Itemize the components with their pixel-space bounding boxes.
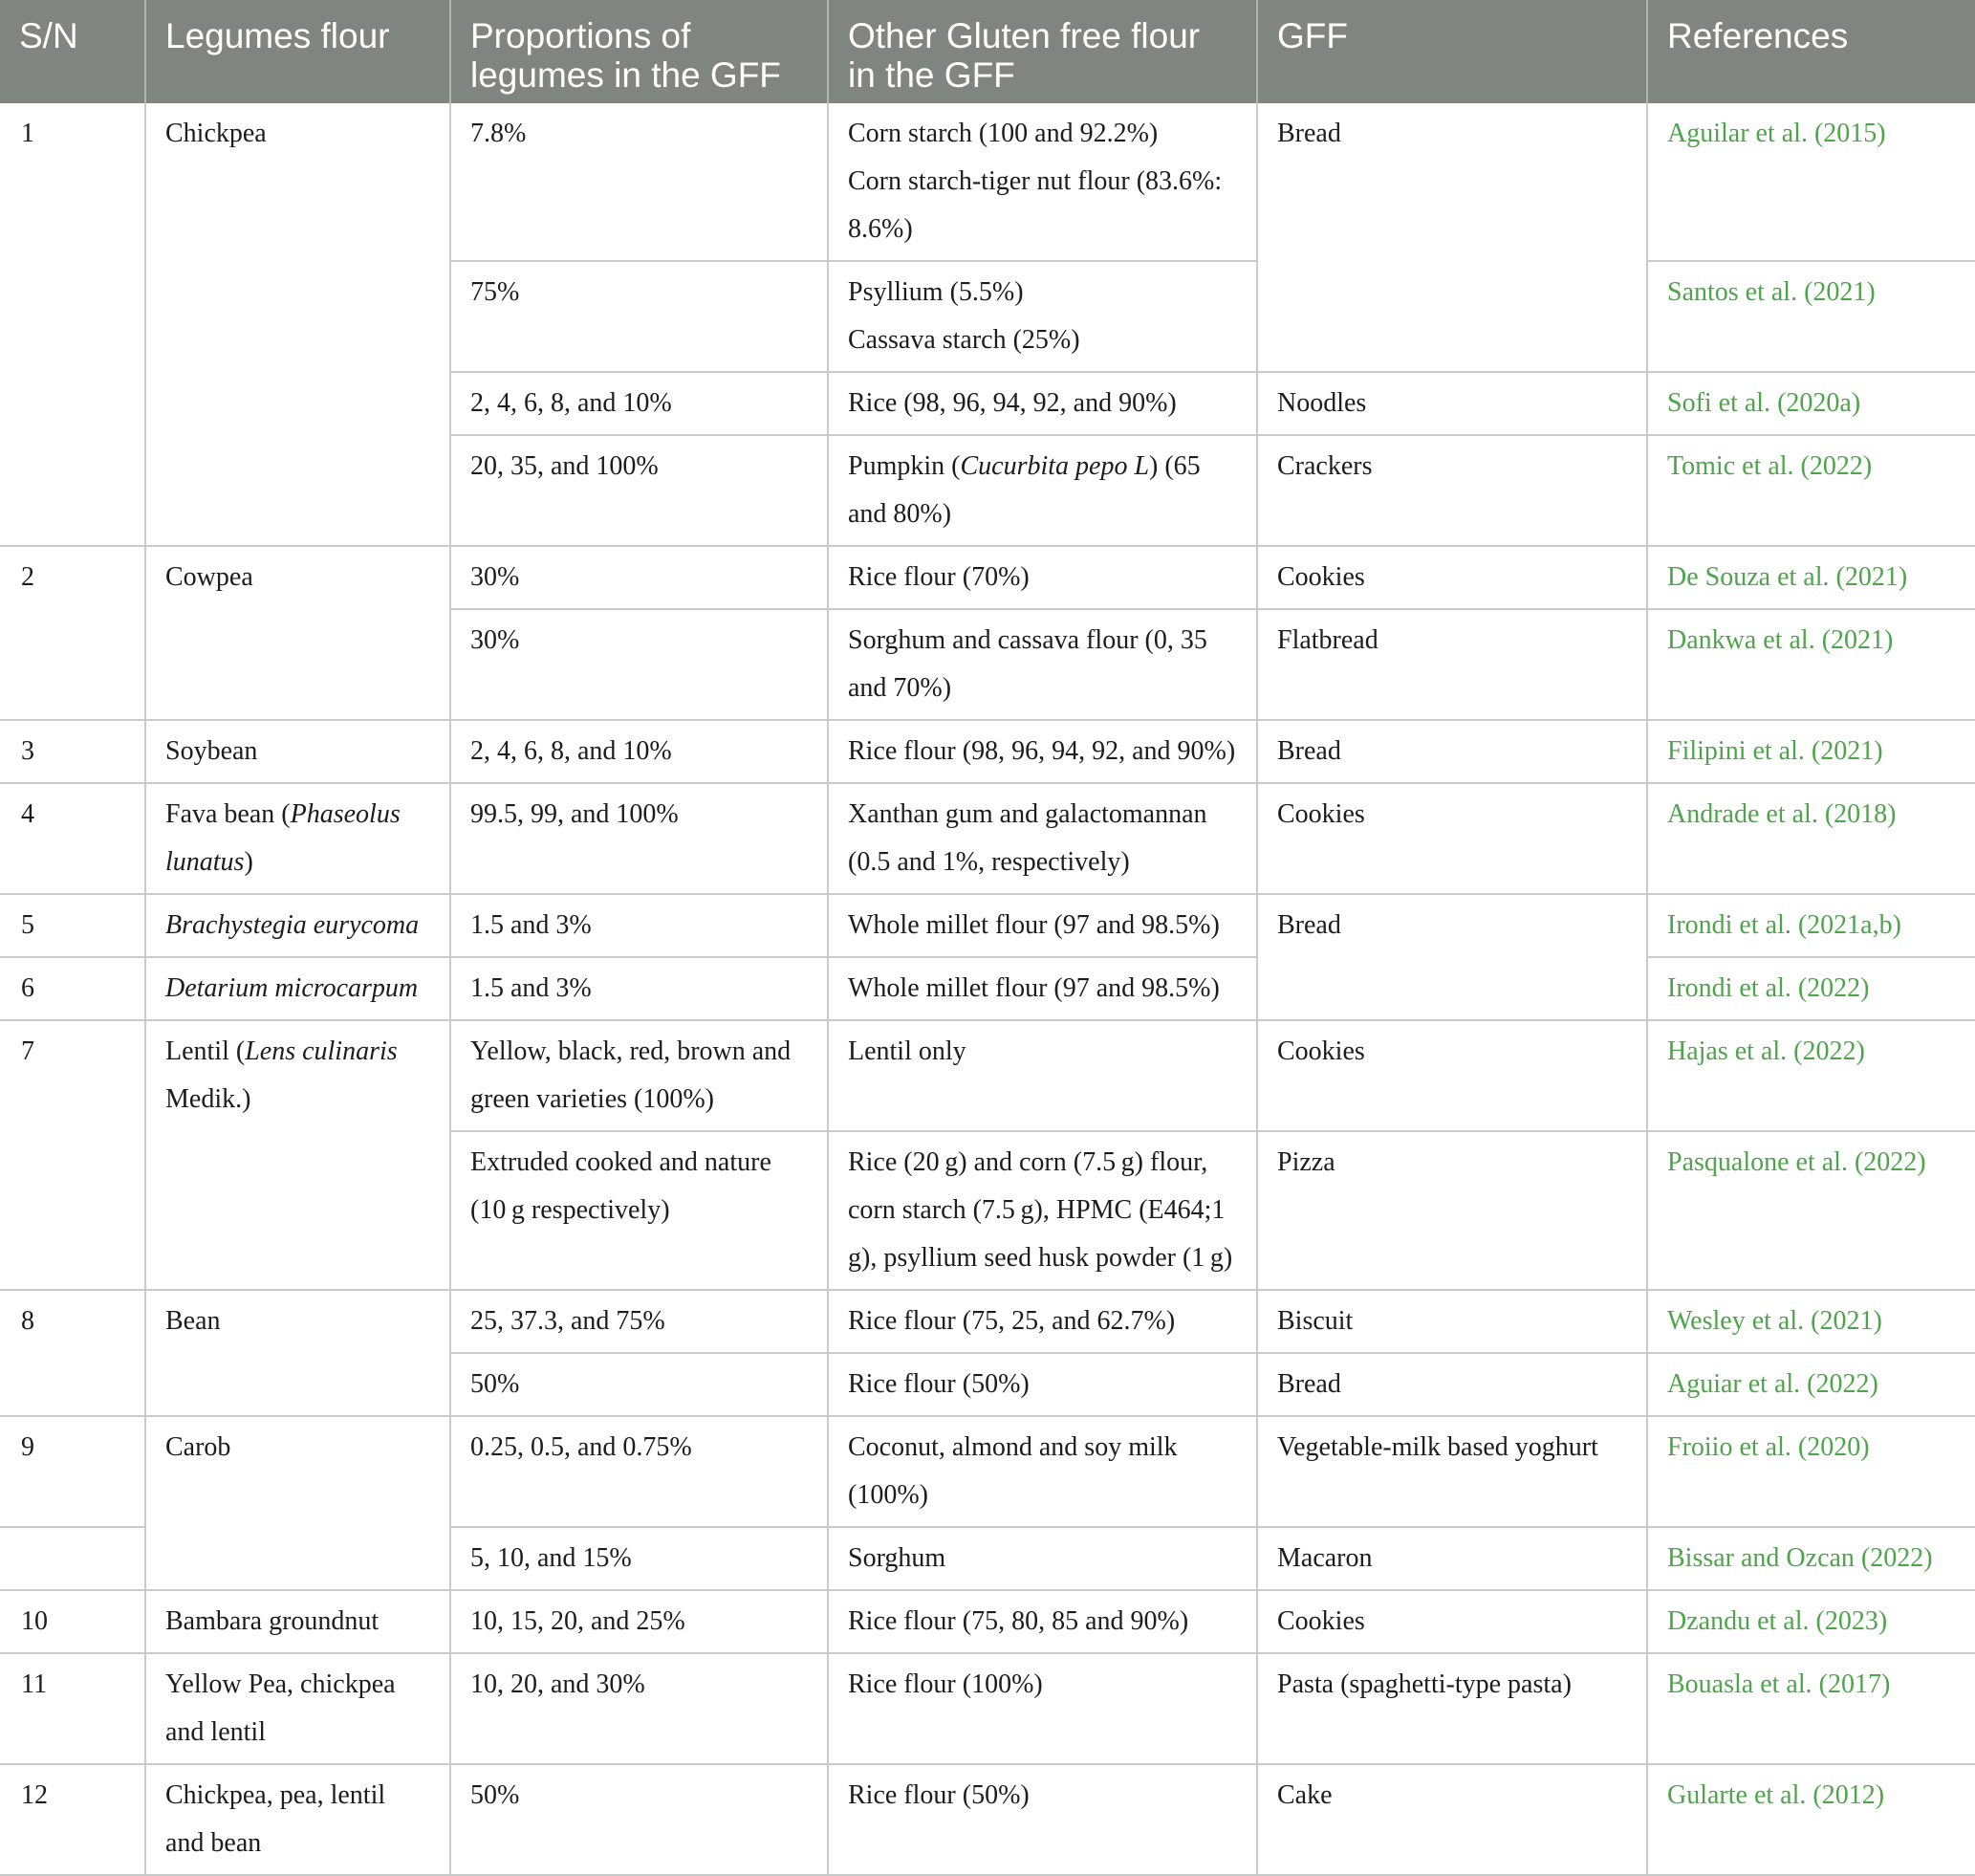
gff-cell: Cake [1257,1764,1647,1875]
legume-cell: Chickpea, pea, lentil and bean [145,1764,450,1875]
other-flour-cell: Xanthan gum and galactomannan (0.5 and 1%, respectively) [828,783,1257,894]
sn-cell: 9 [0,1416,145,1527]
other-flour-line: Cassava starch (25%) [848,325,1080,355]
proportion-cell: 30% [450,609,828,720]
proportion-cell: 50% [450,1353,828,1416]
gff-cell: Cookies [1257,783,1647,894]
reference-cell: Santos et al. (2021) [1647,261,1975,372]
legume-text: Fava bean ( [165,799,291,829]
header-legumes-flour: Legumes flour [145,0,450,103]
other-flour-cell [828,435,1257,546]
sn-cell: 4 [0,783,145,894]
proportion-cell: Yellow, black, red, brown and green varieties (100%) [450,1020,828,1131]
sn-cell: 5 [0,894,145,957]
header-other-gluten-free-flour: Other Gluten free flour in the GFF [828,0,1257,103]
table-row [0,1020,1975,1131]
legume-cell: Cowpea [145,546,450,720]
sn-cell: 3 [0,720,145,783]
table-row [0,1416,1975,1527]
gff-cell: Bread [1257,720,1647,783]
proportion-cell: 99.5, 99, and 100% [450,783,828,894]
reference-cell: Froiio et al. (2020) [1647,1416,1975,1527]
gff-cell: Noodles [1257,372,1647,435]
legume-text: Lentil ( [165,1036,246,1066]
table-row [0,894,1975,957]
sn-cell: 8 [0,1290,145,1416]
legume-cell: Bean [145,1290,450,1416]
gff-cell: Vegetable-milk based yoghurt [1257,1416,1647,1527]
table-row [0,546,1975,609]
proportion-cell: 25, 37.3, and 75% [450,1290,828,1353]
other-flour-cell: Rice (20 g) and corn (7.5 g) flour, corn starch (7.5 g), HPMC (E464;1 g), psyllium seed husk powder (1 g) [828,1131,1257,1290]
species-name: Phaseolus lunatus [165,799,401,877]
gff-cell: Crackers [1257,435,1647,546]
legume-cell: Soybean [145,720,450,783]
proportion-cell: 1.5 and 3% [450,957,828,1020]
header-proportions: Proportions of legumes in the GFF [450,0,828,103]
other-flour-cell: Whole millet flour (97 and 98.5%) [828,957,1257,1020]
reference-cell: Pasqualone et al. (2022) [1647,1131,1975,1290]
reference-cell: Bissar and Ozcan (2022) [1647,1527,1975,1590]
other-flour-cell: Rice flour (50%) [828,1353,1257,1416]
proportion-cell: 7.8% [450,103,828,261]
reference-cell: Wesley et al. (2021) [1647,1290,1975,1353]
sn-cell: 1 [0,103,145,546]
table-row [0,957,1975,1020]
gff-cell: Pasta (spaghetti-type pasta) [1257,1653,1647,1764]
other-flour-line: Corn starch-tiger nut flour (83.6%: 8.6%) [848,166,1223,244]
reference-cell: De Souza et al. (2021) [1647,546,1975,609]
reference-cell: Aguiar et al. (2022) [1647,1353,1975,1416]
other-flour-cell: Rice flour (75, 25, and 62.7%) [828,1290,1257,1353]
table-row [0,783,1975,894]
legume-cell: Carob [145,1416,450,1590]
sn-cell: 11 [0,1653,145,1764]
legume-cell [145,1020,450,1290]
sn-cell: 2 [0,546,145,720]
reference-cell: Tomic et al. (2022) [1647,435,1975,546]
other-flour-cell: Rice flour (100%) [828,1653,1257,1764]
proportion-cell: 50% [450,1764,828,1875]
legume-cell: Chickpea [145,103,450,546]
header-row [0,0,1975,103]
legume-text: Medik.) [165,1084,251,1114]
other-flour-cell: Lentil only [828,1020,1257,1131]
table-row [0,1653,1975,1764]
gff-cell: Bread [1257,894,1647,1020]
gff-cell: Pizza [1257,1131,1647,1290]
other-flour-cell: Whole millet flour (97 and 98.5%) [828,894,1257,957]
reference-cell: Dzandu et al. (2023) [1647,1590,1975,1653]
species-name: Brachystegia eurycoma [165,910,420,940]
sn-cell: 6 [0,957,145,1020]
proportion-cell: Extruded cooked and nature (10 g respectively) [450,1131,828,1290]
table-row [0,1764,1975,1875]
other-flour-cell: Rice flour (98, 96, 94, 92, and 90%) [828,720,1257,783]
other-flour-cell [828,103,1257,261]
table-row [0,103,1975,261]
reference-cell: Sofi et al. (2020a) [1647,372,1975,435]
proportion-cell: 10, 20, and 30% [450,1653,828,1764]
reference-cell: Aguilar et al. (2015) [1647,103,1975,261]
proportion-cell: 20, 35, and 100% [450,435,828,546]
header-references: References [1647,0,1975,103]
table-row [0,1590,1975,1653]
other-flour-cell: Rice (98, 96, 94, 92, and 90%) [828,372,1257,435]
table-row [0,720,1975,783]
other-flour-line: Psyllium (5.5%) [848,277,1024,307]
gff-cell: Macaron [1257,1527,1647,1590]
proportion-cell: 30% [450,546,828,609]
other-flour-cell [828,261,1257,372]
species-name: Cucurbita pepo L [960,451,1150,481]
gff-cell: Cookies [1257,1590,1647,1653]
species-name: Lens culinaris [245,1036,398,1066]
gff-cell: Bread [1257,103,1647,372]
reference-cell: Irondi et al. (2021a,b) [1647,894,1975,957]
proportion-cell: 10, 15, 20, and 25% [450,1590,828,1653]
other-flour-text: ) (65 and 80%) [848,451,1201,529]
reference-cell: Irondi et al. (2022) [1647,957,1975,1020]
legume-cell: Bambara groundnut [145,1590,450,1653]
legume-cell [145,783,450,894]
header-gff: GFF [1257,0,1647,103]
other-flour-text: Pumpkin ( [848,451,961,481]
reference-cell: Gularte et al. (2012) [1647,1764,1975,1875]
gff-cell: Biscuit [1257,1290,1647,1353]
other-flour-cell: Rice flour (70%) [828,546,1257,609]
proportion-cell: 2, 4, 6, 8, and 10% [450,372,828,435]
proportion-cell: 1.5 and 3% [450,894,828,957]
legume-cell [145,957,450,1020]
sn-cell: 7 [0,1020,145,1290]
gff-cell: Cookies [1257,1020,1647,1131]
reference-cell: Hajas et al. (2022) [1647,1020,1975,1131]
sn-cell: 12 [0,1764,145,1875]
other-flour-line: Corn starch (100 and 92.2%) [848,119,1159,148]
reference-cell: Filipini et al. (2021) [1647,720,1975,783]
gff-cell: Flatbread [1257,609,1647,720]
legume-cell: Yellow Pea, chickpea and lentil [145,1653,450,1764]
other-flour-cell: Rice flour (50%) [828,1764,1257,1875]
proportion-cell: 5, 10, and 15% [450,1527,828,1590]
reference-cell: Andrade et al. (2018) [1647,783,1975,894]
other-flour-cell: Sorghum [828,1527,1257,1590]
other-flour-cell: Coconut, almond and soy milk (100%) [828,1416,1257,1527]
legume-cell [145,894,450,957]
sn-cell [0,1527,145,1590]
proportion-cell: 0.25, 0.5, and 0.75% [450,1416,828,1527]
gff-cell: Bread [1257,1353,1647,1416]
other-flour-cell: Sorghum and cassava flour (0, 35 and 70%) [828,609,1257,720]
proportion-cell: 2, 4, 6, 8, and 10% [450,720,828,783]
table-row [0,1290,1975,1353]
reference-cell: Bouasla et al. (2017) [1647,1653,1975,1764]
reference-cell: Dankwa et al. (2021) [1647,609,1975,720]
species-name: Detarium microcarpum [165,973,419,1003]
legume-text: ) [244,847,253,877]
header-sn: S/N [0,0,145,103]
gff-cell: Cookies [1257,546,1647,609]
other-flour-cell: Rice flour (75, 80, 85 and 90%) [828,1590,1257,1653]
proportion-cell: 75% [450,261,828,372]
sn-cell: 10 [0,1590,145,1653]
